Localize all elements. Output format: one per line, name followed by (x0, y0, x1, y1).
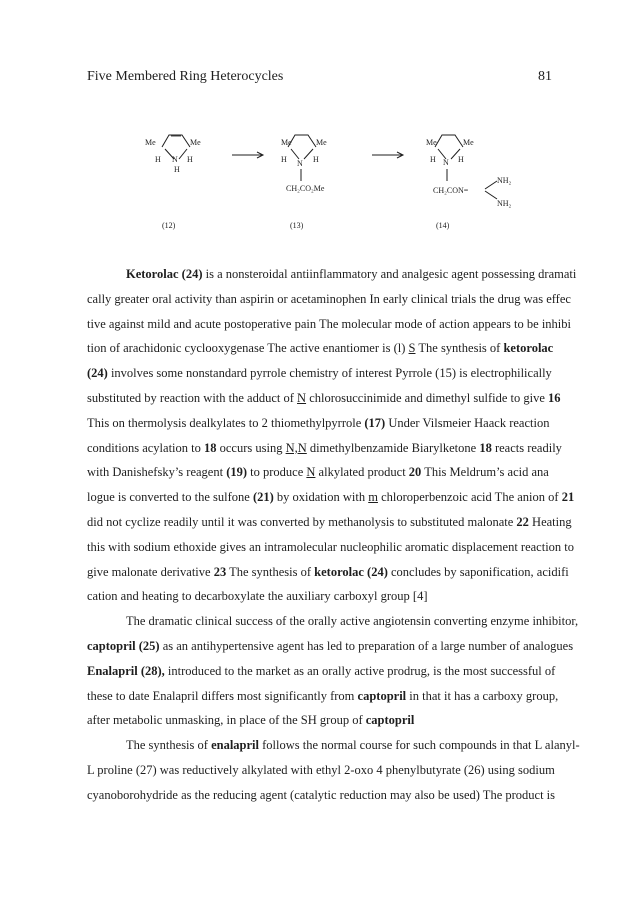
text-run: Under Vilsmeier Haack reaction (385, 415, 550, 430)
c14-nitrogen: N (443, 158, 449, 167)
reaction-arrow-2 (372, 152, 403, 158)
text-run: N (306, 465, 316, 480)
text-line (87, 758, 555, 783)
c12-methyl-left: Me (145, 138, 156, 147)
reaction-scheme (0, 115, 623, 235)
text-run: this with sodium ethoxide gives an intramolecular nucleophilic aromatic displacement reaction to (87, 539, 575, 554)
c13-substituent: CH₂CO₂Me (286, 184, 325, 193)
text-run: tion of arachidonic cyclooxygenase The active enantiomer is (l) (87, 341, 409, 356)
text-run: alkylated product (315, 465, 409, 480)
text-run: conditions acylation to (87, 440, 204, 455)
text-run: chlorosuccinimide and dimethyl sulfide to give (306, 390, 549, 405)
text-run: ketorolac (503, 341, 554, 356)
page-number: 81 (538, 69, 552, 84)
running-header-title: Five Membered Ring Heterocycles (87, 69, 284, 84)
text-run: to produce (247, 465, 307, 480)
text-run: logue is converted to the sulfone (87, 490, 253, 505)
text-run: The synthesis of (126, 738, 212, 753)
text-run: Enalapril (28), (87, 663, 165, 678)
c14-h-right: H (458, 155, 464, 164)
text-line (87, 262, 577, 287)
c14-h-left: H (430, 155, 436, 164)
text-line (87, 684, 559, 709)
text-run: (19) (226, 465, 248, 480)
text-run: The synthesis of (415, 341, 504, 356)
text-line (87, 659, 556, 684)
text-run: involves some nonstandard pyrrole chemistry of interest Pyrrole (15) is electrophilically (107, 366, 552, 381)
c14-methyl-left: Me (426, 138, 437, 147)
text-run: 21 (561, 490, 575, 505)
compound-label-14: (14) (436, 221, 450, 230)
text-line (87, 560, 569, 585)
text-line (87, 733, 580, 758)
text-line (87, 460, 549, 485)
text-run: 16 (548, 390, 561, 405)
text-run: dimethylbenzamide Biarylketone (306, 440, 480, 455)
text-run: 20 (408, 465, 422, 480)
text-run: tive against mild and acute postoperative pain The molecular mode of action appears to be inhibi (87, 316, 571, 331)
c14-amidine-bottom: NH₂ (497, 199, 512, 208)
text-line (87, 510, 572, 535)
text-run: 18 (479, 440, 492, 455)
c12-nitrogen: N (172, 155, 178, 164)
text-run: Heating (528, 514, 572, 529)
text-run: (21) (252, 490, 274, 505)
text-line (87, 386, 561, 411)
text-run: give malonate derivative (87, 564, 214, 579)
text-run: The synthesis of (226, 564, 315, 579)
text-run: chloroperbenzoic acid The anion of (377, 490, 562, 505)
c13-h-left: H (281, 155, 287, 164)
c13-methyl-left: Me (281, 138, 292, 147)
text-run: (24) (87, 366, 108, 381)
body-text (87, 262, 580, 808)
text-run: (17) (364, 415, 386, 430)
text-line (87, 584, 539, 609)
text-line (87, 783, 556, 808)
text-run: introduced to the market as an orally active prodrug, is the most successful of (164, 663, 556, 678)
paragraph-captopril (87, 609, 579, 733)
text-run: S (408, 341, 416, 356)
text-run: This Meldrum’s acid ana (421, 465, 549, 480)
text-run: captopril (365, 713, 415, 728)
pyrroline-ring-13 (288, 135, 316, 181)
text-run: by oxidation with (273, 490, 369, 505)
text-run: concludes by saponification, acidifi (387, 564, 569, 579)
compound-label-12: (12) (162, 221, 176, 230)
c13-methyl-right: Me (316, 138, 327, 147)
reaction-arrow-1 (232, 152, 263, 158)
text-run: is a nonsteroidal antiinflammatory and analgesic agent possessing dramati (202, 267, 577, 281)
c12-h-right: H (187, 155, 193, 164)
text-run: cyanoborohydride as the reducing agent (catalytic reduction may also be used) The product is (87, 787, 556, 802)
text-run: substituted by reaction with the adduct of (87, 390, 298, 405)
text-line (87, 535, 575, 560)
text-line (87, 609, 579, 634)
c12-methyl-right: Me (190, 138, 201, 147)
c12-h-left: H (155, 155, 161, 164)
text-line (87, 436, 562, 461)
text-run: 22 (516, 514, 529, 529)
text-run: reacts readily (491, 440, 562, 455)
text-line (87, 708, 539, 733)
text-run: 18 (204, 440, 217, 455)
c14-methyl-right: Me (463, 138, 474, 147)
text-run: N (297, 390, 307, 405)
compound-label-13: (13) (290, 221, 304, 230)
c14-amidine-top: NH₂ (497, 176, 512, 185)
c14-substituent: CH₂CON= (433, 186, 469, 195)
text-run: Ketorolac (24) (126, 267, 203, 281)
c13-nitrogen: N (297, 159, 303, 168)
text-run: m (368, 490, 378, 505)
text-run: L proline (27) was reductively alkylated with ethyl 2-oxo 4 phenylbutyrate (26) using sodium (87, 762, 555, 777)
text-run: 23 (213, 564, 227, 579)
text-line (87, 312, 571, 337)
text-line (87, 485, 575, 510)
text-run: did not cyclize readily until it was converted by methanolysis to substituted malonate (87, 514, 517, 529)
text-run: captopril (25) (87, 638, 160, 653)
text-run: these to date Enalapril differs most significantly from (87, 688, 358, 703)
paragraph-ketorolac (87, 262, 577, 609)
text-run: cally greater oral activity than aspirin or acetaminophen In early clinical trials the drug was effec (87, 291, 571, 306)
text-line (87, 361, 552, 386)
text-line (87, 336, 554, 361)
text-run: as an antihypertensive agent has led to preparation of a large number of analogues (159, 638, 574, 653)
text-run: The dramatic clinical success of the orally active angiotensin converting enzyme inhibitor, (126, 614, 579, 629)
text-run: follows the normal course for such compounds in that L alanyl- (258, 738, 580, 753)
text-run: ketorolac (24) (314, 564, 388, 579)
c13-h-right: H (313, 155, 319, 164)
text-line (87, 287, 571, 312)
text-line (87, 634, 574, 659)
text-run: in that it has a carboxy group, (406, 688, 559, 703)
paragraph-enalapril-synthesis (87, 733, 580, 807)
text-line (87, 411, 550, 436)
text-run: occurs using (216, 440, 286, 455)
text-run: This on thermolysis dealkylates to 2 thiomethylpyrrole (87, 415, 365, 430)
c12-nh: H (174, 165, 180, 174)
text-run: N,N (285, 440, 307, 455)
text-run: after metabolic unmasking, in place of the SH group of (87, 713, 366, 728)
text-run: enalapril (211, 738, 259, 753)
text-run: with Danishefsky’s reagent (87, 465, 227, 480)
text-run: cation and heating to decarboxylate the auxiliary carboxyl group [4] (87, 589, 428, 604)
text-run: captopril (357, 688, 407, 703)
